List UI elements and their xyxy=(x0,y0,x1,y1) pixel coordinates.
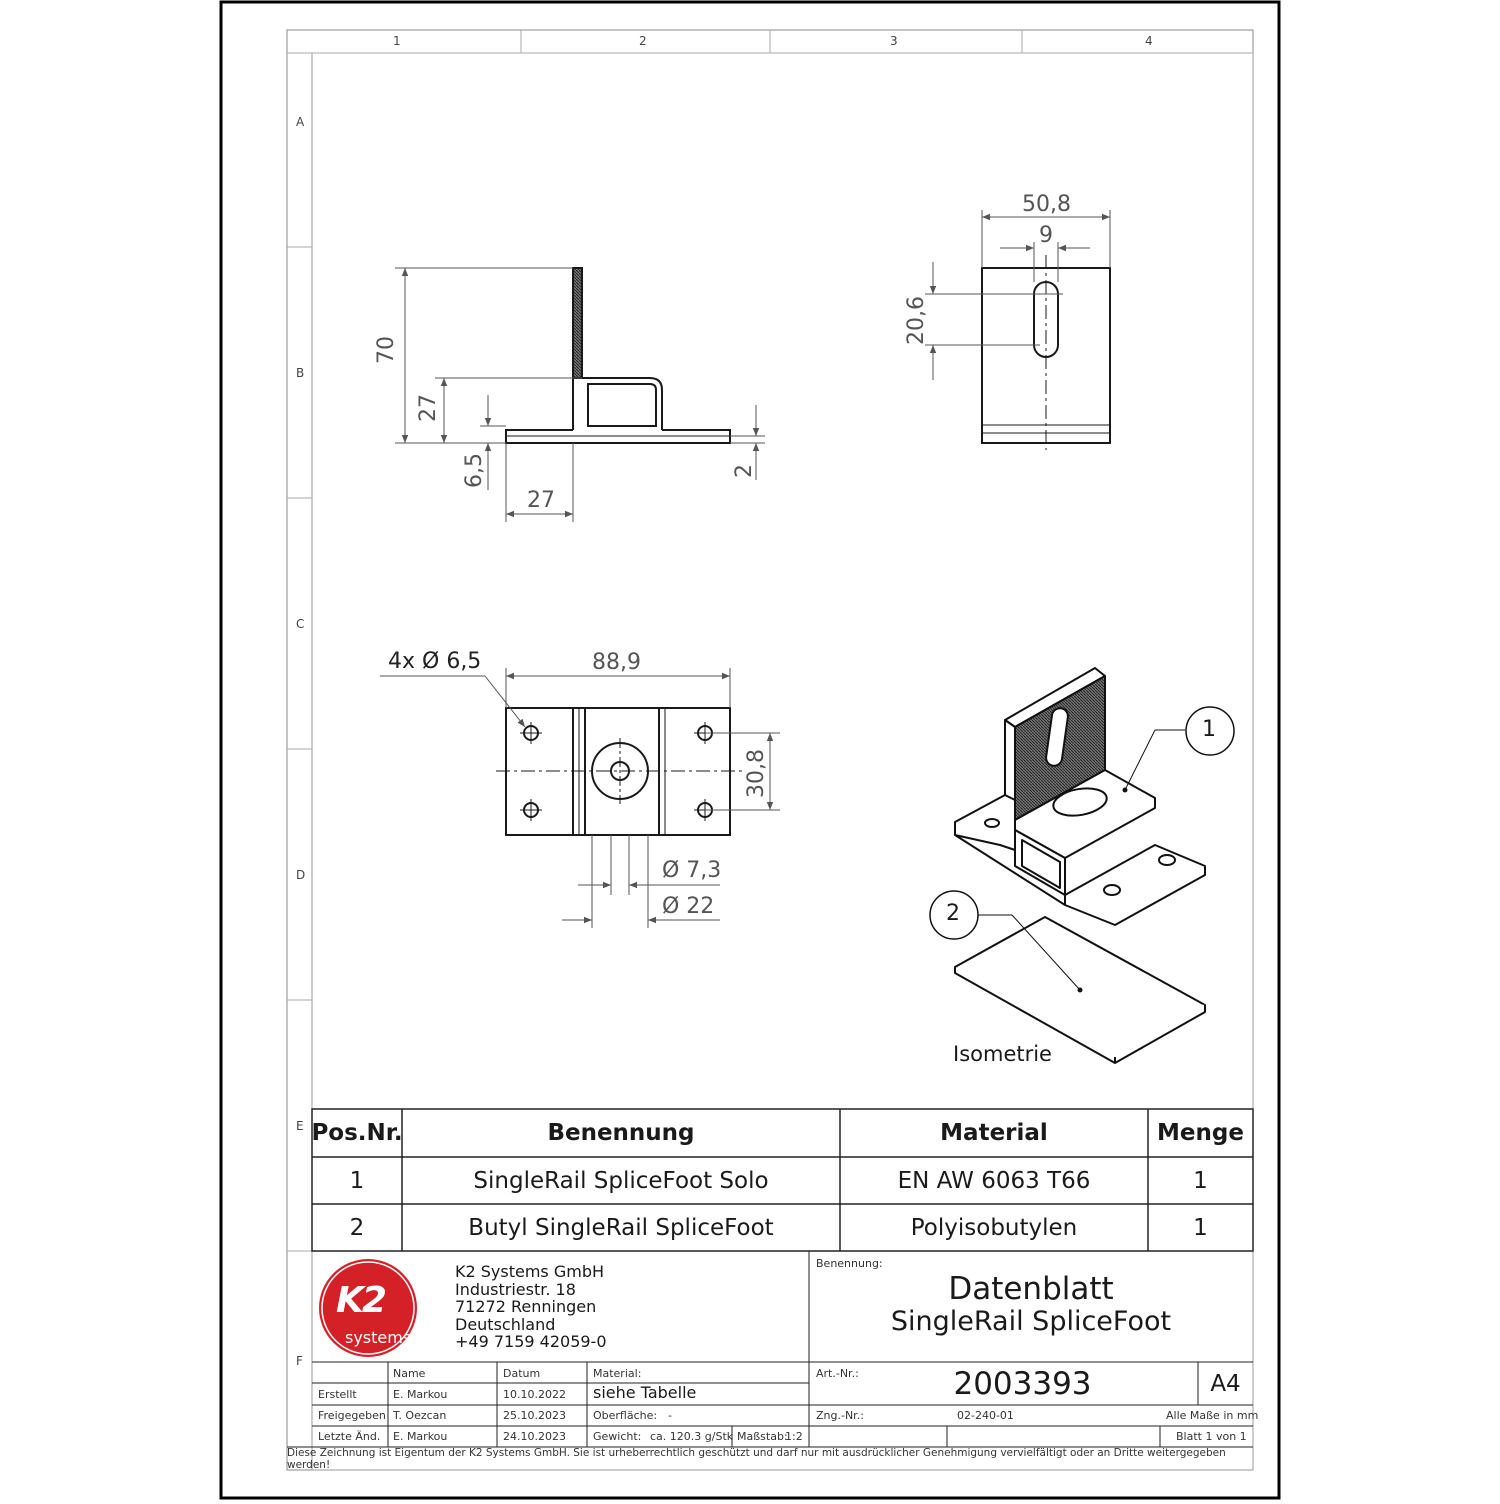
zng-nr-label: Zng.-Nr.: xyxy=(816,1409,864,1422)
row-erstellt-role: Erstellt xyxy=(318,1388,357,1401)
company-phone: +49 7159 42059-0 xyxy=(455,1332,607,1351)
gewicht-label: Gewicht: xyxy=(593,1430,642,1443)
dim-20-6: 20,6 xyxy=(904,296,929,345)
material-label: Material: xyxy=(593,1367,642,1380)
dim-70: 70 xyxy=(374,336,399,364)
material-value: siehe Tabelle xyxy=(593,1383,697,1402)
company-address xyxy=(455,1263,607,1351)
benennung-label: Benennung: xyxy=(816,1257,883,1270)
massstab-value: 1:2 xyxy=(785,1430,803,1443)
table-header-pos: Pos.Nr. xyxy=(311,1120,403,1146)
company-country: Deutschland xyxy=(455,1314,556,1334)
drawing-border xyxy=(312,53,1253,1470)
zng-nr-value: 02-240-01 xyxy=(957,1409,1014,1422)
sheet-number: Blatt 1 von 1 xyxy=(1176,1430,1247,1443)
grid-col-2: 2 xyxy=(639,34,647,48)
front-view xyxy=(982,255,1110,450)
table-row-2-material: Polyisobutylen xyxy=(910,1214,1078,1241)
row-erstellt-name: E. Markou xyxy=(393,1388,448,1401)
grid-row-b: B xyxy=(296,366,305,380)
format-value: A4 xyxy=(1210,1371,1241,1397)
table-row-2-qty: 1 xyxy=(1193,1214,1208,1241)
table-header-qty: Menge xyxy=(1157,1120,1244,1146)
title-line-2: SingleRail SpliceFoot xyxy=(890,1305,1172,1337)
table-row-2-pos: 2 xyxy=(349,1214,365,1241)
row-letzte-date: 24.10.2023 xyxy=(503,1430,566,1443)
grid-lines xyxy=(287,30,1253,1251)
dim-holes: 4x Ø 6,5 xyxy=(388,649,482,674)
table-header-name: Benennung xyxy=(547,1120,695,1146)
company-name: K2 Systems GmbH xyxy=(455,1262,605,1281)
grid-row-f: F xyxy=(296,1354,303,1368)
grid-col-4: 4 xyxy=(1145,34,1153,48)
dim-6-5: 6,5 xyxy=(462,453,487,488)
units-note: Alle Maße in mm xyxy=(1166,1409,1259,1422)
company-street: Industriestr. 18 xyxy=(455,1279,576,1299)
dim-27-horizontal: 27 xyxy=(527,488,555,513)
row-erstellt-date: 10.10.2022 xyxy=(503,1388,566,1401)
oberflaeche-label: Oberfläche: xyxy=(593,1409,658,1422)
dim-dia-7-3: Ø 7,3 xyxy=(662,858,722,883)
table-row-2-name: Butyl SingleRail SpliceFoot xyxy=(468,1214,774,1241)
company-city: 71272 Renningen xyxy=(455,1297,597,1316)
balloon-2-label: 2 xyxy=(946,901,960,926)
name-label: Name xyxy=(393,1367,426,1380)
balloon-1-label: 1 xyxy=(1202,717,1216,742)
isometric-label: Isometrie xyxy=(953,1042,1052,1066)
grid-col-1: 1 xyxy=(393,34,401,48)
grid-row-e: E xyxy=(296,1119,304,1133)
art-nr-value: 2003393 xyxy=(953,1366,1092,1402)
grid-col-3: 3 xyxy=(890,34,898,48)
front-view-dims xyxy=(925,210,1110,380)
row-freigegeben-role: Freigegeben xyxy=(318,1409,386,1422)
row-letzte-role: Letzte Änd. xyxy=(318,1430,381,1443)
table-header-material: Material xyxy=(940,1120,1048,1146)
title-line-1: Datenblatt xyxy=(948,1271,1114,1307)
grid-row-c: C xyxy=(296,617,305,631)
datum-label: Datum xyxy=(503,1367,541,1380)
grid-row-a: A xyxy=(296,115,305,129)
copyright-footer: Diese Zeichnung ist Eigentum der K2 Systems GmbH. Sie ist urheberrechtlich geschützt und darf nur mit ausdrücklicher Genehmigung vervielfältigt oder an Dritte weitergegeben werden! xyxy=(287,1447,1226,1471)
dim-2: 2 xyxy=(732,464,757,478)
logo-k2-text: K2 xyxy=(336,1280,385,1321)
row-letzte-name: E. Markou xyxy=(393,1430,448,1443)
dim-9: 9 xyxy=(1039,223,1053,248)
side-view xyxy=(506,268,730,443)
table-row-1-pos: 1 xyxy=(349,1167,365,1194)
dim-30-8: 30,8 xyxy=(744,749,769,798)
grid-row-d: D xyxy=(296,868,306,882)
logo-systems-text: systems xyxy=(345,1328,412,1347)
row-freigegeben-name: T. Oezcan xyxy=(393,1409,447,1422)
art-nr-label: Art.-Nr.: xyxy=(816,1367,859,1380)
dim-27-vertical: 27 xyxy=(416,394,441,422)
dim-88-9: 88,9 xyxy=(592,650,641,675)
dim-dia-22: Ø 22 xyxy=(662,894,715,919)
top-view xyxy=(496,708,745,835)
table-row-1-material: EN AW 6063 T66 xyxy=(897,1167,1091,1194)
table-row-1-qty: 1 xyxy=(1193,1167,1208,1194)
massstab-label: Maßstab: xyxy=(737,1430,788,1443)
isometric-view xyxy=(953,668,1205,1066)
oberflaeche-value: - xyxy=(668,1409,672,1422)
gewicht-value: ca. 120.3 g/Stk xyxy=(650,1430,734,1443)
dim-50-8: 50,8 xyxy=(1022,192,1071,217)
table-row-1-name: SingleRail SpliceFoot Solo xyxy=(473,1167,769,1194)
row-freigegeben-date: 25.10.2023 xyxy=(503,1409,566,1422)
